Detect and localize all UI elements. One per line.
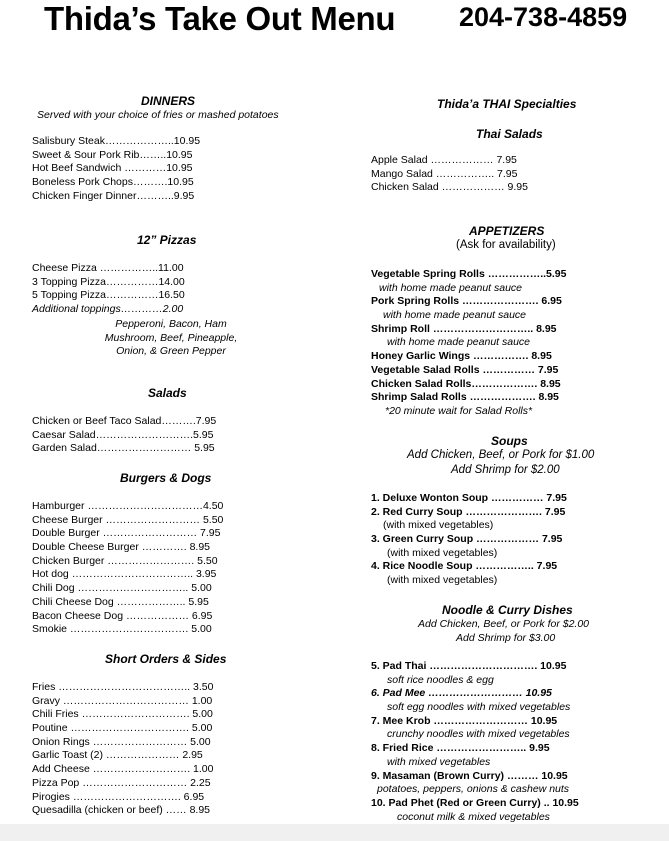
menu-item: Double Cheese Burger …………. 8.95: [32, 541, 211, 554]
menu-item: Chicken or Beef Taco Salad……….7.95: [32, 415, 217, 427]
menu-item: Chili Dog ………………………….. 5.00: [32, 582, 212, 595]
menu-item: Shrimp Salad Rolls ………………. 8.95: [371, 391, 559, 404]
menu-item: Hot dog …………………………….. 3.95: [32, 568, 217, 581]
short-orders-list: [32, 681, 213, 818]
pizzas-title: 12” Pizzas: [137, 233, 197, 247]
item-note: with home made peanut sauce: [383, 309, 527, 322]
topping-line: Mushroom, Beef, Pineapple,: [104, 331, 238, 344]
menu-item: Hamburger ……………………………4.50: [32, 500, 224, 512]
menu-item: 6. Pad Mee ……………………… 10.95: [371, 687, 552, 700]
menu-item: 5. Pad Thai …………………………. 10.95: [371, 660, 567, 672]
menu-item: Gravy ……………………………… 1.00: [32, 694, 213, 707]
appetizers-list: [371, 268, 566, 419]
menu-item: 10. Pad Phet (Red or Green Curry) .. 10.95: [371, 796, 579, 809]
item-note: with home made peanut sauce: [379, 281, 523, 294]
menu-item: Honey Garlic Wings ……………. 8.95: [371, 350, 552, 363]
menu-item: Smokie ……………………………. 5.00: [32, 623, 212, 636]
dinners-title: DINNERS: [141, 94, 196, 108]
item-note: (with mixed vegetables): [387, 574, 498, 587]
item-note: with home made peanut sauce: [387, 336, 531, 349]
noodles-add-meat: Add Chicken, Beef, or Pork for $2.00: [418, 618, 590, 630]
page-title: Thida’s Take Out Menu: [44, 0, 396, 37]
phone-number: 204-738-4859: [459, 2, 628, 32]
page-bottom-band: [0, 824, 669, 841]
noodles-list: [371, 660, 579, 824]
toppings-list: [96, 318, 246, 359]
specialties-title: Thida’a THAI Specialties: [437, 97, 577, 111]
menu-item: Apple Salad ……………… 7.95: [371, 154, 517, 166]
menu-item: Chili Fries …………………………. 5.00: [32, 708, 213, 721]
menu-item: Poutine ……………………………. 5.00: [32, 722, 213, 735]
appetizers-footnote: *20 minute wait for Salad Rolls*: [385, 404, 533, 417]
menu-item: 4. Rice Noodle Soup …………….. 7.95: [371, 560, 558, 573]
item-note: potatoes, peppers, onions & cashew nuts: [377, 783, 570, 796]
menu-item: Cheese Pizza ……………..11.00: [32, 262, 184, 274]
menu-item: 1. Deluxe Wonton Soup …………… 7.95: [371, 492, 567, 504]
short-orders-title: Short Orders & Sides: [105, 652, 227, 666]
appetizers-subtitle: (Ask for availability): [456, 239, 556, 251]
item-note: soft egg noodles with mixed vegetables: [387, 701, 571, 714]
menu-item: Pizza Pop ………………………… 2.25: [32, 776, 211, 789]
item-note: (with mixed vegetables): [387, 546, 498, 559]
menu-item: Pork Spring Rolls …………………. 6.95: [371, 295, 562, 308]
menu-item: Salisbury Steak………………..10.95: [32, 135, 201, 147]
noodles-add-shrimp: Add Shrimp for $3.00: [456, 632, 556, 644]
soups-add-shrimp: Add Shrimp for $2.00: [451, 464, 560, 476]
menu-item: Hot Beef Sandwich …………10.95: [32, 162, 193, 175]
item-note: coconut milk & mixed vegetables: [397, 810, 550, 823]
thai-salads-title: Thai Salads: [476, 127, 543, 141]
menu-item: Fries ……………………………….. 3.50: [32, 681, 214, 693]
menu-item: 3. Green Curry Soup ……………… 7.95: [371, 533, 563, 546]
menu-item: Vegetable Salad Rolls …………… 7.95: [371, 363, 559, 376]
menu-item: Chicken Salad ……………… 9.95: [371, 181, 528, 194]
dinners-list: [32, 135, 200, 203]
pizzas-list: [32, 262, 185, 317]
additional-toppings: Additional toppings…………2.00: [32, 303, 184, 316]
menu-item: Double Burger ……………………… 7.95: [32, 527, 221, 540]
menu-item: Chicken Salad Rolls………………. 8.95: [371, 377, 561, 390]
item-note: with mixed vegetables: [387, 755, 491, 768]
menu-item: Chicken Burger ……………………. 5.50: [32, 554, 218, 567]
item-note: crunchy noodles with mixed vegetables: [387, 728, 570, 741]
menu-item: Cheese Burger ……………………… 5.50: [32, 513, 224, 526]
salads-list: [32, 415, 216, 456]
menu-item: Garden Salad……………………… 5.95: [32, 442, 215, 455]
salads-title: Salads: [148, 386, 187, 400]
menu-item: Sweet & Sour Pork Rib……..10.95: [32, 148, 193, 161]
menu-item: Quesadilla (chicken or beef) …… 8.95: [32, 804, 211, 817]
menu-item: 5 Topping Pizza……………16.50: [32, 289, 185, 302]
menu-item: Add Cheese ………………………. 1.00: [32, 763, 214, 776]
burgers-list: [32, 500, 223, 637]
soups-title: Soups: [491, 434, 528, 448]
thai-salads-list: [371, 154, 528, 195]
menu-item: 8. Fried Rice …………………….. 9.95: [371, 742, 550, 755]
menu-item: Onion Rings ……………………… 5.00: [32, 735, 211, 748]
item-note: soft rice noodles & egg: [387, 673, 494, 686]
menu-item: Garlic Toast (2) ………………… 2.95: [32, 749, 203, 762]
menu-item: 7. Mee Krob ……………………… 10.95: [371, 714, 558, 727]
soups-add-meat: Add Chicken, Beef, or Pork for $1.00: [407, 449, 595, 461]
menu-item: Caesar Salad……………………….5.95: [32, 428, 214, 441]
menu-item: Boneless Pork Chops……….10.95: [32, 176, 194, 189]
appetizers-title: APPETIZERS: [469, 224, 545, 238]
menu-item: 2. Red Curry Soup …………………. 7.95: [371, 505, 566, 518]
menu-item: 3 Topping Pizza……………14.00: [32, 275, 185, 288]
topping-line: Onion, & Green Pepper: [116, 345, 226, 358]
menu-item: Chicken Finger Dinner………..9.95: [32, 189, 195, 202]
burgers-title: Burgers & Dogs: [120, 471, 212, 485]
noodles-title: Noodle & Curry Dishes: [442, 603, 573, 617]
soups-list: [371, 492, 567, 588]
topping-line: Pepperoni, Bacon, Ham: [115, 318, 227, 330]
menu-item: Pirogies …………………………. 6.95: [32, 790, 205, 803]
menu-item: Chili Cheese Dog ……………….. 5.95: [32, 595, 209, 608]
item-note: (with mixed vegetables): [383, 519, 494, 532]
menu-item: Vegetable Spring Rolls ……………..5.95: [371, 268, 567, 280]
menu-item: Bacon Cheese Dog ……………… 6.95: [32, 609, 213, 622]
dinners-subtitle: Served with your choice of fries or mashed potatoes: [37, 109, 279, 121]
menu-item: Shrimp Roll ……………………….. 8.95: [371, 322, 557, 335]
menu-item: 9. Masaman (Brown Curry) ……… 10.95: [371, 769, 568, 782]
menu-item: Mango Salad …………….. 7.95: [371, 167, 518, 180]
